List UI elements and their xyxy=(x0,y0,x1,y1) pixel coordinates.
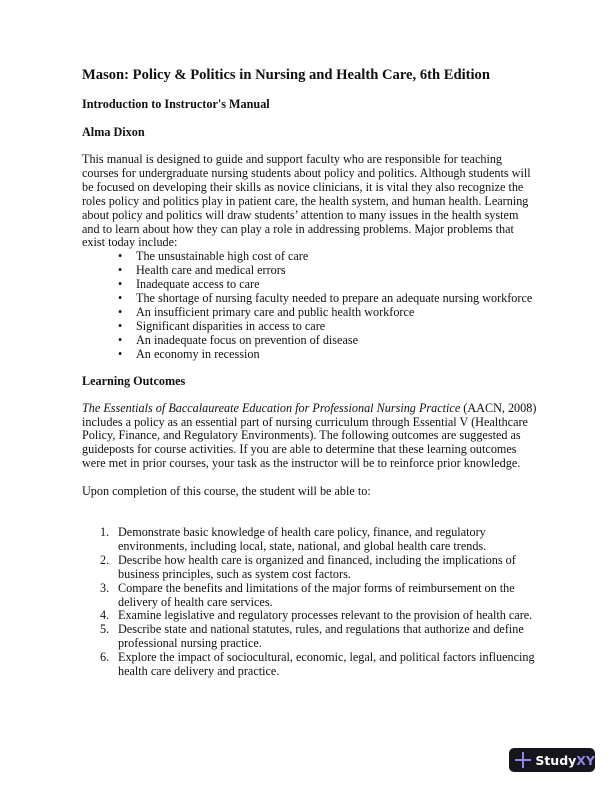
studyxy-watermark-badge[interactable] xyxy=(509,748,595,772)
completion-lead: Upon completion of this course, the student will be able to: xyxy=(82,484,371,499)
list-item: 4. Examine legislative and regulatory processes relevant to the provision of health care. xyxy=(100,608,533,623)
bullet-icon: • xyxy=(118,332,123,347)
bullet-icon: • xyxy=(118,249,123,264)
problems-list xyxy=(82,250,537,361)
list-item: • An insufficient primary care and public health workforce xyxy=(118,304,415,319)
essentials-title: The Essentials of Baccalaureate Education for Professional Nursing Practice xyxy=(82,400,461,415)
bullet-icon: • xyxy=(118,346,123,361)
plus-icon xyxy=(514,751,531,769)
intro-paragraph: This manual is designed to guide and support faculty who are responsible for teaching courses for undergraduate nursing students about policy and politics. Although students will be focused on developing their skills as novice clinicians, it is vital they also recognize the roles policy and politics play in patient care, the health system, and human health. Learning about policy and politics will draw students’ attention to many issues in the health system and to learn about how they can play a role in addressing problems. Major problems that exist today include: xyxy=(82,152,531,250)
brand-name: StudyXY xyxy=(535,752,595,768)
list-item: 5. Describe state and national statutes, rules, and regulations that authorize and define professional nursing practice. xyxy=(100,622,524,651)
list-item: • Significant disparities in access to care xyxy=(118,318,326,333)
list-item: • The shortage of nursing faculty needed to prepare an adequate nursing workforce xyxy=(118,291,533,306)
bullet-icon: • xyxy=(118,277,123,292)
list-item: 6. Explore the impact of sociocultural, economic, legal, and political factors influencing health care delivery and practice. xyxy=(100,650,535,679)
list-item: • Inadequate access to care xyxy=(118,277,260,292)
bullet-icon: • xyxy=(118,304,123,319)
document-page xyxy=(82,66,537,679)
document-author: Alma Dixon xyxy=(82,125,145,139)
list-item: • An inadequate focus on prevention of disease xyxy=(118,332,359,347)
document-title: Mason: Policy & Politics in Nursing and Health Care, 6th Edition xyxy=(82,67,490,83)
outcomes-list xyxy=(82,526,537,679)
list-item: 3. Compare the benefits and limitations of the major forms of reimbursement on the delivery of health care services. xyxy=(100,580,515,609)
bullet-icon: • xyxy=(118,263,123,278)
bullet-icon: • xyxy=(118,318,123,333)
document-subtitle: Introduction to Instructor's Manual xyxy=(82,97,270,111)
list-item: 1. Demonstrate basic knowledge of health care policy, finance, and regulatory environments, including local, state, national, and global health care trends. xyxy=(100,525,487,553)
list-item: 2. Describe how health care is organized and financed, including the implications of business principles, such as system cost factors. xyxy=(100,552,516,581)
list-item: • An economy in recession xyxy=(118,346,260,361)
essentials-paragraph: The Essentials of Baccalaureate Education for Professional Nursing Practice (AACN, 2008) includes a policy as an essential part of nursing curriculum through Essential V (Healthcare Policy, Finance, and Regulatory Environments). The following outcomes are suggested as guideposts for course activities. If you are able to determine that these learning outcomes were met in prior courses, your task as the instructor will be to reinforce prior knowledge. xyxy=(82,400,537,471)
learning-outcomes-heading: Learning Outcomes xyxy=(82,373,186,388)
list-item: • Health care and medical errors xyxy=(118,263,286,278)
bullet-icon: • xyxy=(118,291,123,306)
list-item: • The unsustainable high cost of care xyxy=(118,249,309,264)
